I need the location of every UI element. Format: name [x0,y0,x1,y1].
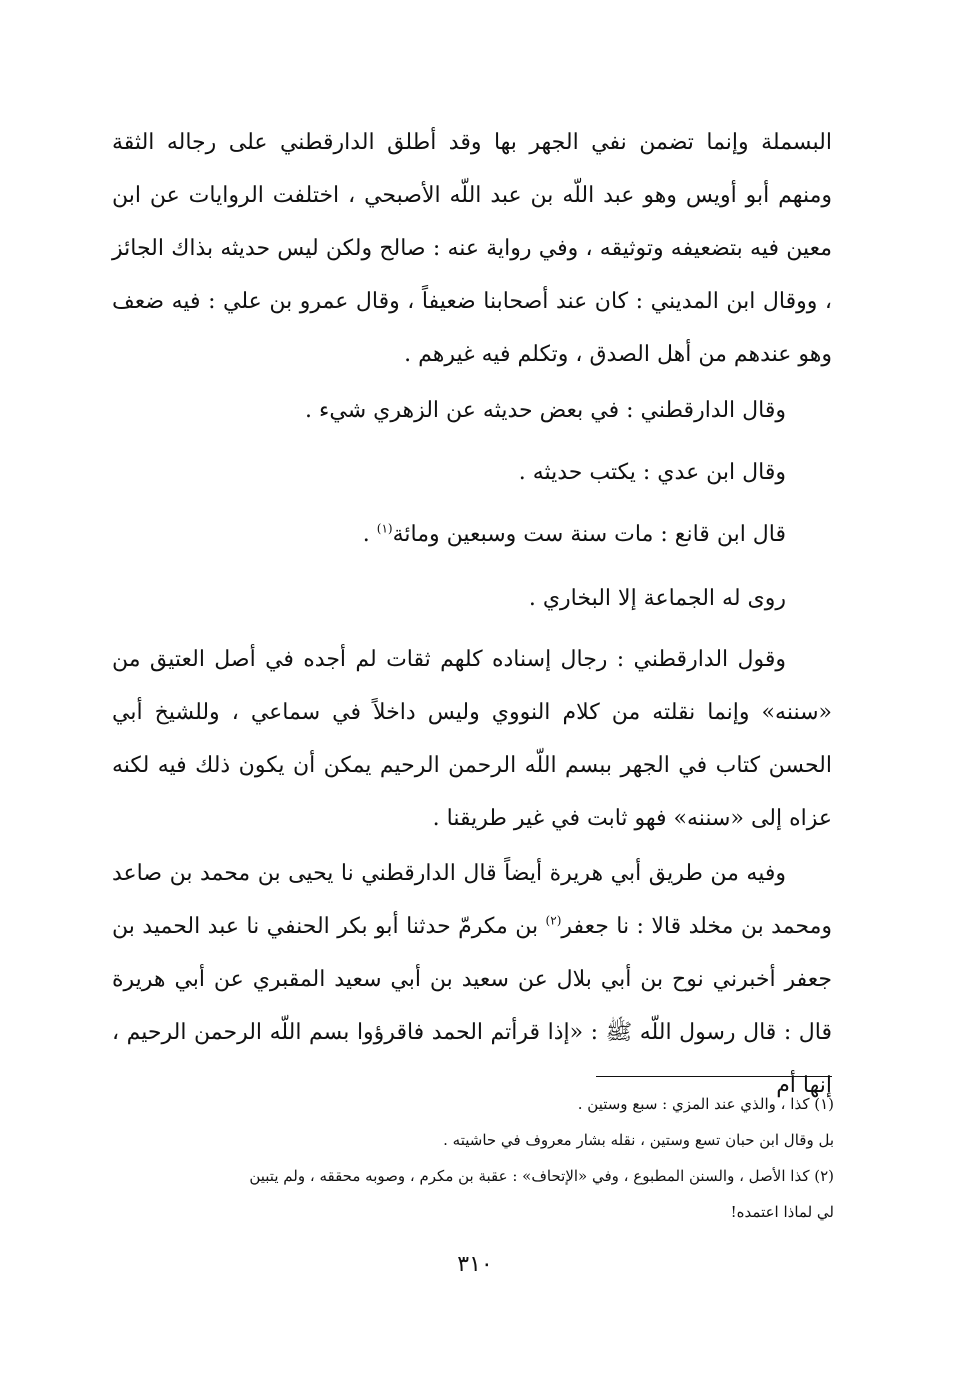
paragraph-text-second: بن مكرمّ حدثنا أبو بكر الحنفي نا عبد الحميد بن جعفر أخبرني نوح بن أبي بلال عن سعيد بن أبي سعيد المقبري عن أبي هريرة قال : قال رسول اللّه ﷺ : «إذا قرأتم الحمد فاقرؤوا بسم اللّه الرحمن الرحيم ، إنها أم [112,914,832,1098]
footnote-2-continued: لي لماذا اعتمده! [730,1203,834,1221]
paragraph-text: وقال الدارقطني : في بعض حديثه عن الزهري شيء . [305,398,786,423]
body-paragraph-1 [112,116,832,381]
paragraph-text: وقال ابن عدي : يكتب حديثه . [518,460,786,485]
footnote-1-continued: بل وقال ابن حبان تسع وستين ، نقله بشار معروف في حاشيته . [443,1131,834,1149]
body-paragraph-5 [112,572,832,625]
body-paragraph-2 [112,384,832,437]
paragraph-text-first: وفيه من طريق أبي هريرة أيضاً قال الدارقطني نا يحيى بن محمد بن صاعد ومحمد بن مخلد قالا : نا جعفر [112,861,833,939]
page-number: ٣١٠ [457,1252,493,1277]
footnote-2: (٢) كذا الأصل ، والسنن المطبوع ، وفي «الإتحاف» : عقبة بن مكرم ، وصوبه محققه ، ولم يتبين [249,1167,834,1185]
paragraph-text-end: . [362,522,377,547]
paragraph-text [112,847,832,1112]
body-paragraph-4 [112,508,832,561]
body-paragraph-6 [112,633,832,845]
body-paragraph-7 [112,847,832,1112]
footnote-1: (١) كذا ، والذي عند المزي : سبع وستين . [577,1095,834,1113]
footnotes [112,1086,834,1230]
paragraph-text: روى له الجماعة إلا البخاري . [528,586,786,611]
footnote-marker-1: (١) [376,521,393,536]
body-paragraph-3 [112,446,832,499]
paragraph-text: وقول الدارقطني : رجال إسناده كلهم ثقات لم أجده في أصل العتيق من «سننه» وإنما نقلته من كلام النووي وليس داخلاً في سماعي ، وللشيخ أبي الحسن كتاب في الجهر ببسم اللّه الرحمن الرحيم يمكن أن يكون ذلك فيه لكنه عزاه إلى «سننه» فهو ثابت في غير طريقنا . [112,647,832,831]
footnote-marker-2: (٢) [545,913,562,928]
footnote-divider [596,1076,832,1077]
paragraph-text [112,508,832,561]
paragraph-text: البسملة وإنما تضمن نفي الجهر بها وقد أطلق الدارقطني على رجاله الثقة ومنهم أبو أويس وهو عبد اللّه بن عبد اللّه الأصبحي ، اختلفت الروايات عن ابن معين فيه بتضعيفه وتوثيقه ، وفي رواية عنه : صالح ولكن ليس حديثه بذاك الجائز ، ووقال ابن المديني : كان عند أصحابنا ضعيفاً ، وقال عمرو بن علي : فيه ضعف وهو عندهم من أهل الصدق ، وتكلم فيه غيرهم . [112,130,832,367]
paragraph-text-main: قال ابن قانع : مات سنة ست وسبعين ومائة [392,522,786,547]
